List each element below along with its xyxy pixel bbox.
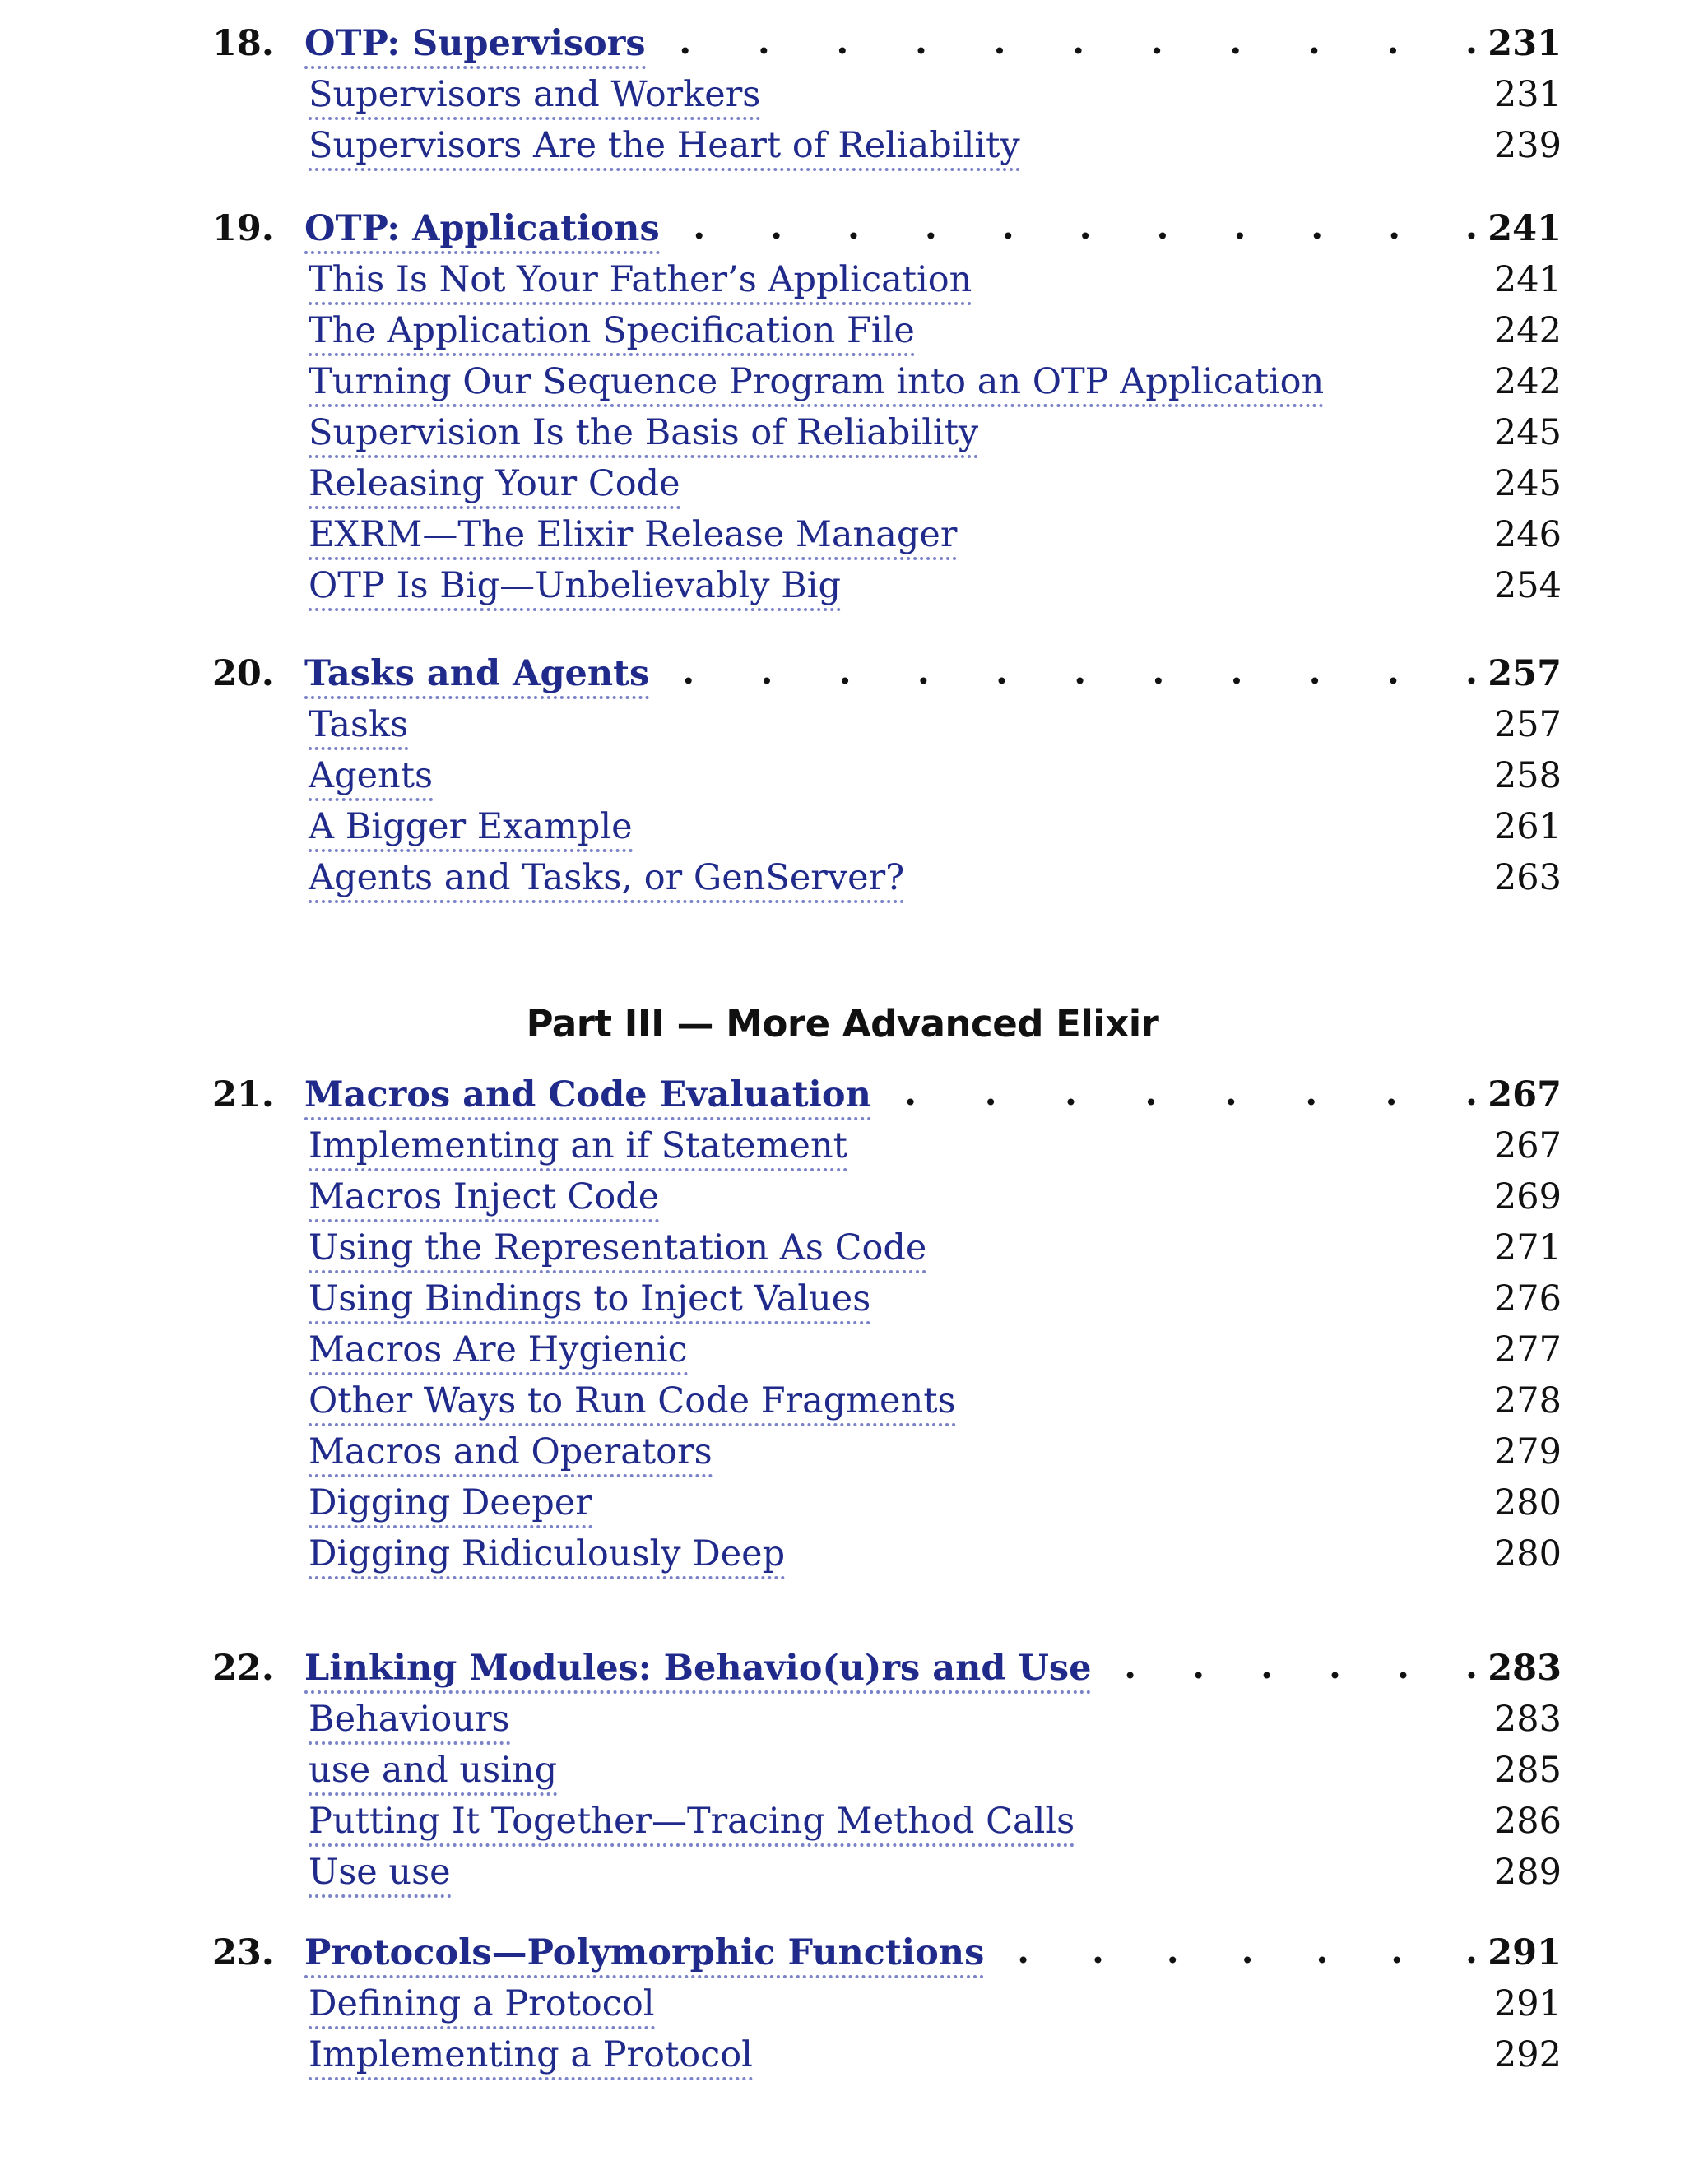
section-row [0,1426,1685,1477]
section-title-link[interactable]: Supervisors and Workers [309,74,760,120]
chapter-title-link[interactable]: OTP: Applications [304,208,660,254]
section-page-number: 291 [1493,1983,1562,2024]
section-title-link[interactable]: Digging Ridiculously Deep [309,1533,785,1579]
section-page-number: 258 [1493,755,1562,796]
section-row [0,1375,1685,1426]
section-row [0,120,1685,171]
section-title-link[interactable]: OTP Is Big—Unbelievably Big [309,565,841,611]
chapter-21 [0,1069,1685,1579]
chapter-heading-row [0,1643,1685,1694]
chapter-title-link[interactable]: Protocols—Polymorphic Functions [304,1932,984,1978]
section-page-number: 257 [1493,704,1562,745]
section-page-number: 261 [1493,806,1562,847]
section-title-link[interactable]: Implementing a Protocol [309,2034,753,2080]
section-title-link[interactable]: Supervision Is the Basis of Reliability [309,412,978,458]
chapter-number: 23. [212,1932,274,1973]
chapter-page-number: 241 [1488,208,1562,249]
chapter-heading-row [0,1069,1685,1120]
dot-leader: . . . . . . . [1017,1931,1478,1972]
section-row [0,801,1685,852]
section-row [0,560,1685,611]
section-row [0,1796,1685,1847]
section-row [0,1694,1685,1745]
section-row [0,852,1685,903]
section-page-number: 283 [1493,1699,1562,1740]
section-row [0,407,1685,458]
section-row [0,1324,1685,1375]
chapter-title-link[interactable]: OTP: Supervisors [304,23,646,69]
section-row [0,2029,1685,2080]
chapter-page-number: 231 [1488,23,1562,64]
section-page-number: 254 [1493,565,1562,606]
dot-leader: . . . . . . . . [904,1073,1478,1114]
dot-leader: . . . . . . [1124,1646,1478,1687]
dot-leader: . . . . . . . . . . . [679,21,1478,63]
section-page-number: 239 [1493,125,1562,166]
section-page-number: 278 [1493,1380,1562,1421]
section-title-link[interactable]: Other Ways to Run Code Fragments [309,1380,956,1426]
section-row [0,699,1685,750]
section-title-link[interactable]: Macros Are Hygienic [309,1329,688,1375]
dot-leader: . . . . . . . . . . . [693,206,1478,248]
chapter-heading-row [0,203,1685,254]
chapter-page-number: 283 [1488,1648,1562,1689]
section-title-link[interactable]: Use use [309,1852,451,1898]
chapter-number: 18. [212,23,274,64]
section-page-number: 279 [1493,1431,1562,1472]
section-row [0,305,1685,356]
section-page-number: 285 [1493,1750,1562,1791]
section-page-number: 245 [1493,412,1562,453]
section-page-number: 276 [1493,1278,1562,1319]
section-row [0,69,1685,120]
section-page-number: 286 [1493,1801,1562,1842]
chapter-heading-row [0,648,1685,699]
section-title-link[interactable]: Digging Deeper [309,1482,592,1528]
chapter-title-link[interactable]: Linking Modules: Behavio(u)rs and Use [304,1648,1091,1694]
section-title-link[interactable]: This Is Not Your Father’s Application [309,259,972,305]
section-page-number: 245 [1493,463,1562,504]
section-row [0,1978,1685,2029]
section-row [0,509,1685,560]
section-title-link[interactable]: Defining a Protocol [309,1983,655,2029]
section-page-number: 277 [1493,1329,1562,1370]
section-title-link[interactable]: Macros Inject Code [309,1176,659,1222]
section-row [0,1528,1685,1579]
section-row [0,1120,1685,1171]
section-title-link[interactable]: Agents and Tasks, or GenServer? [309,857,904,903]
section-row [0,1745,1685,1796]
section-title-link[interactable]: Putting It Together—Tracing Method Calls [309,1801,1075,1847]
section-title-link[interactable]: use and using [309,1750,557,1796]
section-row [0,254,1685,305]
section-row [0,750,1685,801]
section-page-number: 231 [1493,74,1562,115]
section-page-number: 241 [1493,259,1562,300]
chapter-19 [0,203,1685,611]
section-title-link[interactable]: Agents [309,755,433,801]
section-page-number: 289 [1493,1852,1562,1893]
section-title-link[interactable]: Supervisors Are the Heart of Reliability [309,125,1020,171]
section-row [0,1273,1685,1324]
section-title-link[interactable]: Implementing an if Statement [309,1125,847,1171]
chapter-page-number: 267 [1488,1074,1562,1115]
section-page-number: 280 [1493,1482,1562,1523]
section-title-link[interactable]: Turning Our Sequence Program into an OTP Application [309,361,1324,407]
part-heading: Part III — More Advanced Elixir [526,1002,1159,1046]
section-title-link[interactable]: Macros and Operators [309,1431,713,1477]
section-row [0,1477,1685,1528]
section-page-number: 280 [1493,1533,1562,1574]
chapter-page-number: 257 [1488,653,1562,694]
chapter-number: 21. [212,1074,274,1115]
chapter-title-link[interactable]: Tasks and Agents [304,653,649,699]
section-page-number: 269 [1493,1176,1562,1217]
section-page-number: 242 [1493,361,1562,402]
chapter-number: 22. [212,1648,274,1689]
section-row [0,458,1685,509]
chapter-23 [0,1927,1685,2080]
section-row [0,1847,1685,1898]
section-row [0,356,1685,407]
section-title-link[interactable]: A Bigger Example [309,806,633,852]
section-page-number: 242 [1493,310,1562,351]
chapter-number: 19. [212,208,274,249]
section-page-number: 271 [1493,1227,1562,1268]
chapter-title-link[interactable]: Macros and Code Evaluation [304,1074,871,1120]
dot-leader: . . . . . . . . . . . [682,651,1478,693]
section-title-link[interactable]: Behaviours [309,1699,510,1745]
section-title-link[interactable]: The Application Specification File [309,310,915,356]
section-title-link[interactable]: Tasks [309,704,408,750]
chapter-heading-row [0,18,1685,69]
section-page-number: 263 [1493,857,1562,898]
chapter-heading-row [0,1927,1685,1978]
chapter-22 [0,1643,1685,1898]
section-row [0,1171,1685,1222]
chapter-18 [0,18,1685,171]
section-page-number: 246 [1493,514,1562,555]
chapter-page-number: 291 [1488,1932,1562,1973]
section-title-link[interactable]: EXRM—The Elixir Release Manager [309,514,957,560]
section-title-link[interactable]: Releasing Your Code [309,463,680,509]
section-title-link[interactable]: Using the Representation As Code [309,1227,926,1273]
chapter-20 [0,648,1685,903]
section-title-link[interactable]: Using Bindings to Inject Values [309,1278,870,1324]
chapter-number: 20. [212,653,274,694]
section-page-number: 267 [1493,1125,1562,1166]
section-row [0,1222,1685,1273]
section-page-number: 292 [1493,2034,1562,2075]
